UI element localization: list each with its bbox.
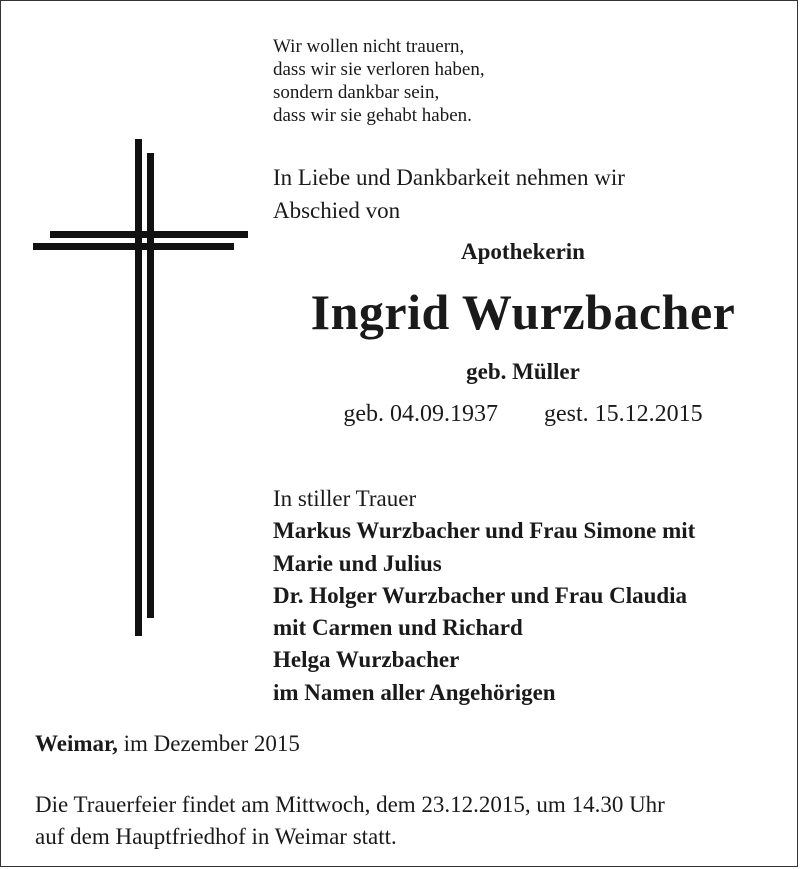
mourner-line: mit Carmen und Richard	[273, 615, 523, 641]
intro-line: In Liebe und Dankbarkeit nehmen wir	[273, 165, 625, 190]
life-dates	[273, 401, 773, 428]
cross-icon	[31, 139, 251, 639]
funeral-service-info	[35, 789, 665, 853]
deceased-name: Ingrid Wurzbacher	[310, 284, 736, 340]
death-date: gest. 15.12.2015	[543, 401, 703, 427]
maiden-name: geb. Müller	[466, 359, 580, 384]
deceased-title: Apothekerin	[461, 239, 585, 264]
mourner-line: Helga Wurzbacher	[273, 647, 460, 673]
place: Weimar,	[35, 731, 118, 756]
poem-line: Wir wollen nicht trauern,	[273, 36, 465, 57]
service-line: auf dem Hauptfriedhof in Weimar statt.	[35, 824, 397, 849]
mourners-heading: In stiller Trauer	[273, 486, 417, 511]
poem-line: dass wir sie gehabt haben.	[273, 105, 472, 126]
service-line: Die Trauerfeier findet am Mittwoch, dem 23.12.2015, um 14.30 Uhr	[35, 792, 665, 817]
mourner-line: Markus Wurzbacher und Frau Simone mit	[273, 518, 696, 544]
date: im Dezember 2015	[123, 731, 300, 756]
mourner-line: im Namen aller Angehörigen	[273, 679, 556, 705]
poem-line: sondern dankbar sein,	[273, 82, 440, 103]
mourners-block	[273, 483, 695, 709]
mourner-line: Dr. Holger Wurzbacher und Frau Claudia	[273, 582, 688, 608]
birth-date: geb. 04.09.1937	[343, 401, 498, 427]
intro-text	[273, 161, 625, 227]
mourner-line: Marie und Julius	[273, 550, 442, 576]
place-date	[35, 731, 300, 757]
poem-line: dass wir sie verloren haben,	[273, 59, 485, 80]
poem	[273, 35, 485, 127]
intro-line: Abschied von	[273, 198, 401, 223]
